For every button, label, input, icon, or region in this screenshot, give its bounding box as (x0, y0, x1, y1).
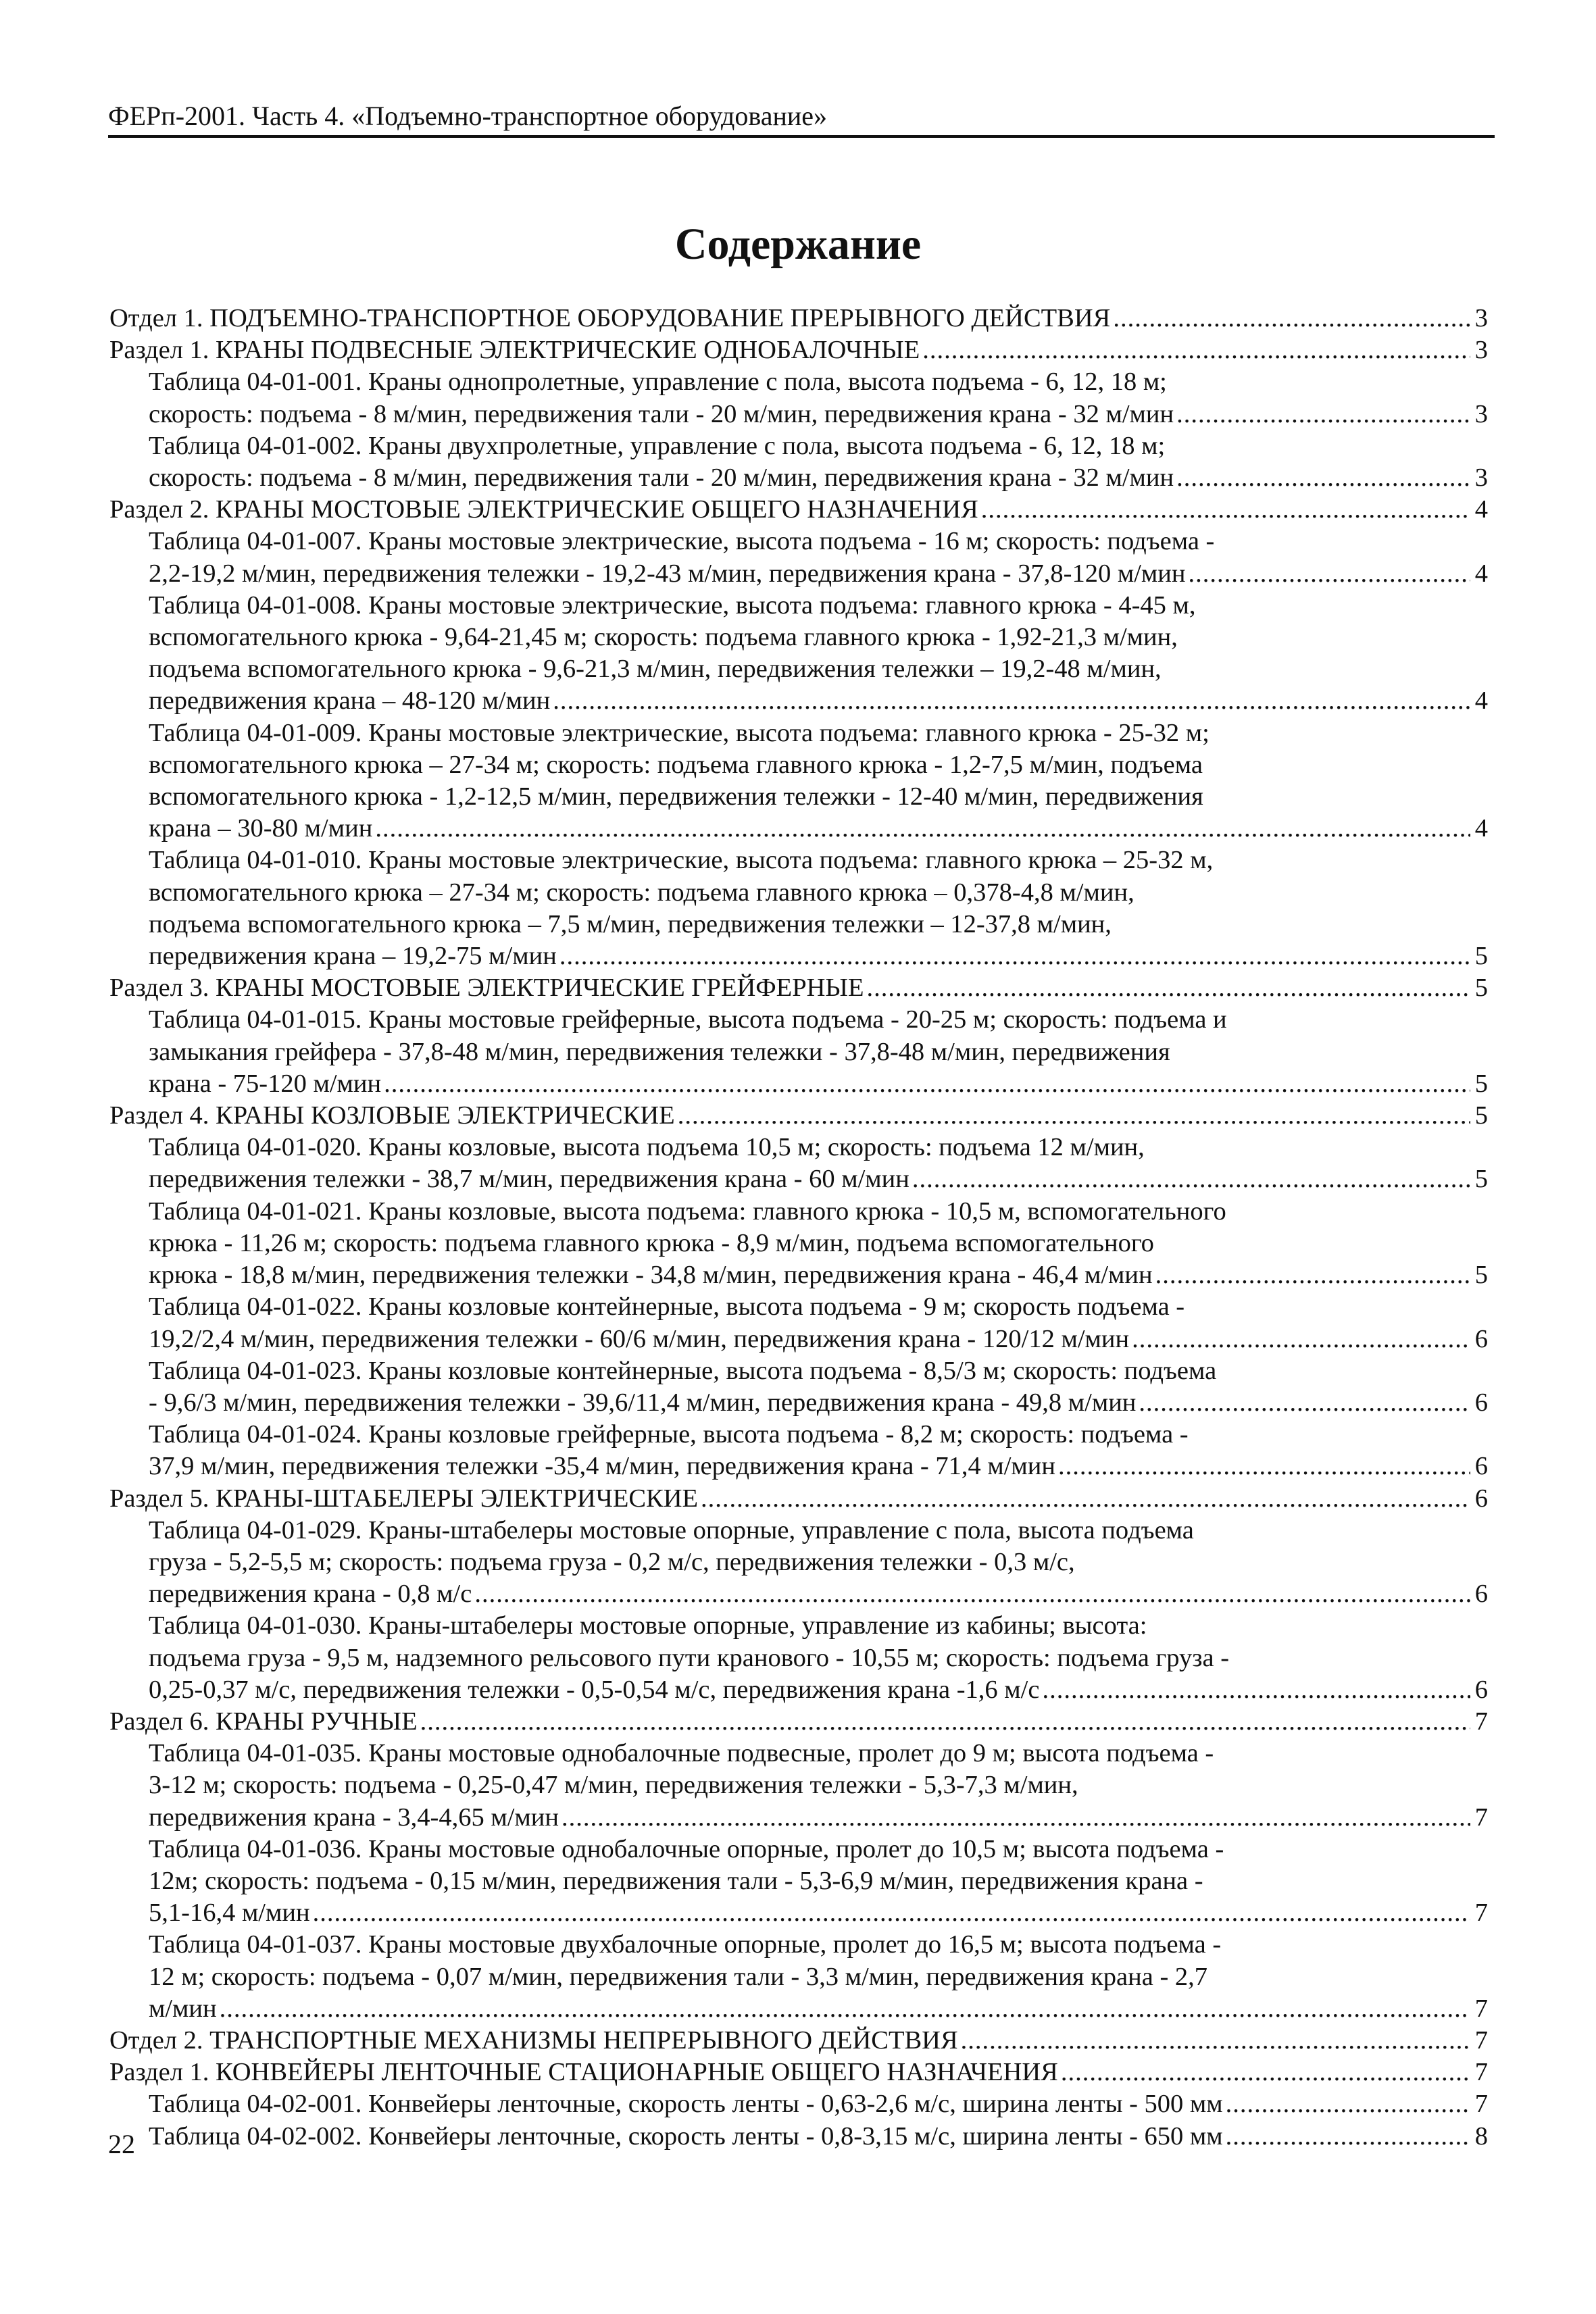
toc-page-number: 3 (1474, 399, 1488, 428)
toc-page-number: 7 (1474, 2026, 1488, 2055)
toc-entry-text: Раздел 3. КРАНЫ МОСТОВЫЕ ЭЛЕКТРИЧЕСКИЕ ГРЕЙФЕРНЫЕ (109, 974, 864, 1003)
toc-entry-line: Таблица 04-01-037. Краны мостовые двухбалочные опорные, пролет до 16,5 м; высота подъема - (149, 1930, 1222, 1959)
toc-entry-leader-line (149, 558, 1488, 590)
toc-entry-leader-line (109, 972, 1488, 1004)
toc-page-number: 4 (1474, 686, 1488, 715)
toc-entry-line: Таблица 04-01-002. Краны двухпролетные, управление с пола, высота подъема - 6, 12, 18 м; (149, 431, 1166, 460)
toc-entry-text: передвижения крана - 3,4-4,65 м/мин (149, 1803, 559, 1832)
toc-table-entry[interactable] (109, 1738, 1488, 1834)
toc-entry-text: - 9,6/3 м/мин, передвижения тележки - 39,6/11,4 м/мин, передвижения крана - 49,8 м/мин (149, 1388, 1137, 1417)
toc-entry-line: Таблица 04-01-022. Краны козловые контейнерные, высота подъема - 9 м; скорость подъема - (149, 1292, 1185, 1322)
toc-entry-line: крюка - 11,26 м; скорость: подъема главного крюка - 8,9 м/мин, подъема вспомогательного (149, 1228, 1154, 1257)
toc-entry-leader-line (149, 1993, 1488, 2025)
toc-entry-line: Таблица 04-01-035. Краны мостовые однобалочные подвесные, пролет до 9 м; высота подъема - (149, 1739, 1214, 1768)
toc-page-number: 7 (1474, 1994, 1488, 2023)
toc-page-number: 3 (1474, 304, 1488, 332)
dot-leader (562, 1802, 1470, 1834)
dot-leader (678, 1100, 1470, 1132)
toc-entry-text: крана – 30-80 м/мин (149, 814, 373, 843)
toc-page-number: 6 (1474, 1580, 1488, 1609)
toc-page-number: 5 (1474, 1101, 1488, 1130)
dot-leader (701, 1483, 1470, 1515)
dot-leader (313, 1897, 1470, 1929)
toc-page-number: 5 (1474, 942, 1488, 971)
toc-entry-text: передвижения крана – 19,2-75 м/мин (149, 942, 557, 971)
toc-entry-text: Таблица 04-02-002. Конвейеры ленточные, скорость ленты - 0,8-3,15 м/с, ширина ленты - 650 мм (149, 2121, 1223, 2150)
toc-entry-line: Таблица 04-01-029. Краны-штабелеры мостовые опорные, управление с пола, высота подъема (149, 1515, 1194, 1544)
dot-leader (1113, 303, 1470, 334)
toc-entry-text: м/мин (149, 1994, 217, 2023)
toc-page-number: 5 (1474, 1261, 1488, 1290)
toc-page-number: 3 (1474, 463, 1488, 493)
dot-leader (1058, 1451, 1470, 1482)
toc-entry-line: 12м; скорость: подъема - 0,15 м/мин, передвижения тали - 5,3-6,9 м/мин, передвижения крана - (149, 1866, 1203, 1895)
toc-table-entry[interactable] (109, 2088, 1488, 2120)
toc-entry-line: 12 м; скорость: подъема - 0,07 м/мин, передвижения тали - 3,3 м/мин, передвижения крана - 2,7 (149, 1962, 1208, 1991)
toc-entry-text: Раздел 6. КРАНЫ РУЧНЫЕ (109, 1707, 418, 1736)
toc-entry-text: Таблица 04-02-001. Конвейеры ленточные, скорость ленты - 0,63-2,6 м/с, ширина ленты - 500 мм (149, 2090, 1223, 2119)
toc-entry-line: Таблица 04-01-020. Краны козловые, высота подъема 10,5 м; скорость: подъема 12 м/мин, (149, 1133, 1145, 1162)
page-title: Содержание (674, 220, 922, 269)
dot-leader (1176, 399, 1470, 430)
toc-entry-text: скорость: подъема - 8 м/мин, передвижения тали - 20 м/мин, передвижения крана - 32 м/мин (149, 399, 1174, 428)
toc-entry-leader-line (149, 1578, 1488, 1610)
toc-entry-text: Раздел 2. КРАНЫ МОСТОВЫЕ ЭЛЕКТРИЧЕСКИЕ ОБЩЕГО НАЗНАЧЕНИЯ (109, 495, 978, 524)
dot-leader (1226, 2121, 1470, 2153)
toc-entry-text: 0,25-0,37 м/с, передвижения тележки - 0,5-0,54 м/с, передвижения крана -1,6 м/с (149, 1675, 1040, 1704)
toc-table-entry[interactable] (109, 1610, 1488, 1706)
dot-leader (420, 1706, 1470, 1738)
toc-entry-line: Таблица 04-01-008. Краны мостовые электрические, высота подъема: главного крюка - 4-45 м, (149, 590, 1196, 620)
toc-entry-text: 37,9 м/мин, передвижения тележки -35,4 м/мин, передвижения крана - 71,4 м/мин (149, 1452, 1055, 1481)
dot-leader (375, 813, 1470, 845)
toc-section-entry[interactable] (109, 303, 1488, 334)
toc-section-entry[interactable] (109, 2057, 1488, 2088)
toc-page-number: 6 (1474, 1388, 1488, 1417)
toc-entry-leader-line (149, 1897, 1488, 1929)
toc-table-entry[interactable] (109, 845, 1488, 972)
toc-entry-text: 5,1-16,4 м/мин (149, 1898, 310, 1928)
toc-entry-line: Таблица 04-01-023. Краны козловые контейнерные, высота подъема - 8,5/3 м; скорость: подъема (149, 1356, 1217, 1385)
toc-table-entry[interactable] (109, 1291, 1488, 1355)
dot-leader (1139, 1387, 1470, 1419)
dot-leader (1155, 1259, 1470, 1291)
toc-entry-leader-line (149, 2088, 1488, 2120)
toc-entry-text: крюка - 18,8 м/мин, передвижения тележки - 34,8 м/мин, передвижения крана - 46,4 м/мин (149, 1261, 1153, 1290)
dot-leader (922, 334, 1470, 366)
toc-entry-leader-line (149, 462, 1488, 494)
toc-page-number: 4 (1474, 495, 1488, 524)
toc-entry-line: Таблица 04-01-036. Краны мостовые однобалочные опорные, пролет до 10,5 м; высота подъема - (149, 1834, 1224, 1863)
toc-page-number: 5 (1474, 1165, 1488, 1194)
toc-section-entry[interactable] (109, 2025, 1488, 2057)
dot-leader (553, 685, 1470, 717)
toc-page-number: 6 (1474, 1484, 1488, 1513)
toc-entry-line: вспомогательного крюка – 27-34 м; скорость: подъема главного крюка – 0,378-4,8 м/мин, (149, 878, 1134, 907)
toc-entry-text: Раздел 5. КРАНЫ-ШТАБЕЛЕРЫ ЭЛЕКТРИЧЕСКИЕ (109, 1484, 699, 1513)
toc-page-number: 5 (1474, 1069, 1488, 1098)
toc-entry-leader-line (149, 1163, 1488, 1195)
toc-entry-text: 2,2-19,2 м/мин, передвижения тележки - 19,2-43 м/мин, передвижения крана - 37,8-120 м/мин (149, 559, 1186, 588)
toc-table-entry[interactable] (109, 1004, 1488, 1100)
toc-table-entry[interactable] (109, 430, 1488, 494)
toc-page-number: 4 (1474, 814, 1488, 843)
running-header: ФЕРп-2001. Часть 4. «Подъемно-транспортное оборудование» (108, 101, 828, 131)
dot-leader (474, 1578, 1470, 1610)
toc-table-entry[interactable] (109, 2121, 1488, 2153)
toc-page-number: 4 (1474, 559, 1488, 588)
toc-entry-line: подъема вспомогательного крюка – 7,5 м/мин, передвижения тележки – 12-37,8 м/мин, (149, 909, 1112, 938)
header-rule (108, 135, 1495, 138)
toc-table-entry[interactable] (109, 718, 1488, 845)
toc-entry-leader-line (149, 2121, 1488, 2153)
toc-section-entry[interactable] (109, 1483, 1488, 1515)
toc-entry-leader-line (109, 1706, 1488, 1738)
toc-section-entry[interactable] (109, 334, 1488, 366)
toc-entry-line: вспомогательного крюка – 27-34 м; скорость: подъема главного крюка - 1,2-7,5 м/мин, подъема (149, 750, 1203, 779)
toc-entry-leader-line (149, 1259, 1488, 1291)
toc-page-number: 7 (1474, 1707, 1488, 1736)
toc-table-entry[interactable] (109, 590, 1488, 718)
toc-section-entry[interactable] (109, 494, 1488, 526)
dot-leader (1042, 1674, 1470, 1706)
toc-page-number: 6 (1474, 1324, 1488, 1353)
toc-table-entry[interactable] (109, 1929, 1488, 2025)
toc-entry-leader-line (109, 2057, 1488, 2088)
toc-page-number: 3 (1474, 336, 1488, 365)
toc-entry-leader-line (149, 813, 1488, 845)
toc-entry-text: крана - 75-120 м/мин (149, 1069, 382, 1098)
table-of-contents (109, 303, 1488, 2153)
toc-table-entry[interactable] (109, 1355, 1488, 1419)
toc-table-entry[interactable] (109, 1515, 1488, 1611)
toc-entry-leader-line (149, 685, 1488, 717)
toc-entry-leader-line (109, 334, 1488, 366)
toc-entry-leader-line (109, 1483, 1488, 1515)
toc-entry-text: Раздел 1. КРАНЫ ПОДВЕСНЫЕ ЭЛЕКТРИЧЕСКИЕ ОДНОБАЛОЧНЫЕ (109, 336, 920, 365)
dot-leader (961, 2025, 1470, 2057)
toc-entry-line: Таблица 04-01-015. Краны мостовые грейферные, высота подъема - 20-25 м; скорость: подъема и (149, 1005, 1227, 1034)
toc-section-entry[interactable] (109, 972, 1488, 1004)
toc-entry-line: вспомогательного крюка - 9,64-21,45 м; скорость: подъема главного крюка - 1,92-21,3 м/мин, (149, 623, 1178, 652)
toc-entry-line: Таблица 04-01-030. Краны-штабелеры мостовые опорные, управление из кабины; высота: (149, 1611, 1147, 1640)
toc-page-number: 7 (1474, 1898, 1488, 1928)
toc-entry-text: 19,2/2,4 м/мин, передвижения тележки - 60/6 м/мин, передвижения крана - 120/12 м/мин (149, 1324, 1130, 1353)
toc-entry-text: Раздел 4. КРАНЫ КОЗЛОВЫЕ ЭЛЕКТРИЧЕСКИЕ (109, 1101, 675, 1130)
toc-page-number: 8 (1474, 2121, 1488, 2150)
dot-leader (1176, 462, 1470, 494)
toc-section-entry[interactable] (109, 1706, 1488, 1738)
toc-entry-text: Отдел 1. ПОДЪЕМНО-ТРАНСПОРТНОЕ ОБОРУДОВАНИЕ ПРЕРЫВНОГО ДЕЙСТВИЯ (109, 304, 1111, 332)
toc-entry-line: Таблица 04-01-021. Краны козловые, высота подъема: главного крюка - 10,5 м, вспомогательного (149, 1197, 1226, 1226)
toc-entry-leader-line (149, 1802, 1488, 1834)
toc-entry-line: 3-12 м; скорость: подъема - 0,25-0,47 м/мин, передвижения тележки - 5,3-7,3 м/мин, (149, 1771, 1078, 1800)
dot-leader (1061, 2057, 1470, 2088)
toc-table-entry[interactable] (109, 1196, 1488, 1292)
toc-entry-leader-line (149, 1324, 1488, 1355)
toc-entry-line: вспомогательного крюка - 1,2-12,5 м/мин, передвижения тележки - 12-40 м/мин, передвижения (149, 782, 1203, 811)
dot-leader (912, 1163, 1470, 1195)
toc-table-entry[interactable] (109, 366, 1488, 430)
toc-entry-line: Таблица 04-01-024. Краны козловые грейферные, высота подъема - 8,2 м; скорость: подъема - (149, 1420, 1189, 1449)
dot-leader (867, 972, 1471, 1004)
page-number: 22 (108, 2129, 135, 2159)
dot-leader (981, 494, 1470, 526)
toc-entry-text: Отдел 2. ТРАНСПОРТНЫЕ МЕХАНИЗМЫ НЕПРЕРЫВНОГО ДЕЙСТВИЯ (109, 2026, 958, 2055)
toc-page-number: 6 (1474, 1675, 1488, 1704)
toc-entry-line: Таблица 04-01-010. Краны мостовые электрические, высота подъема: главного крюка – 25-32 м, (149, 846, 1214, 875)
toc-entry-leader-line (149, 1674, 1488, 1706)
toc-entry-line: подъема вспомогательного крюка - 9,6-21,3 м/мин, передвижения тележки – 19,2-48 м/мин, (149, 655, 1162, 684)
toc-entry-text: Раздел 1. КОНВЕЙЕРЫ ЛЕНТОЧНЫЕ СТАЦИОНАРНЫЕ ОБЩЕГО НАЗНАЧЕНИЯ (109, 2058, 1058, 2087)
dot-leader (220, 1993, 1470, 2025)
toc-page-number: 7 (1474, 2058, 1488, 2087)
toc-page-number: 6 (1474, 1452, 1488, 1481)
toc-section-entry[interactable] (109, 1100, 1488, 1132)
toc-table-entry[interactable] (109, 1132, 1488, 1195)
toc-page-number: 5 (1474, 974, 1488, 1003)
dot-leader (1188, 558, 1470, 590)
toc-entry-text: передвижения крана – 48-120 м/мин (149, 686, 551, 715)
toc-page-number: 7 (1474, 1803, 1488, 1832)
toc-entry-line: Таблица 04-01-007. Краны мостовые электрические, высота подъема - 16 м; скорость: подъема - (149, 527, 1215, 556)
dot-leader (1226, 2088, 1470, 2120)
toc-table-entry[interactable] (109, 1419, 1488, 1482)
toc-entry-leader-line (149, 940, 1488, 972)
dot-leader (559, 940, 1470, 972)
toc-entry-leader-line (109, 1100, 1488, 1132)
dot-leader (1132, 1324, 1470, 1355)
toc-entry-line: груза - 5,2-5,5 м; скорость: подъема груза - 0,2 м/с, передвижения тележки - 0,3 м/с, (149, 1547, 1075, 1576)
toc-entry-leader-line (149, 399, 1488, 430)
toc-entry-text: передвижения тележки - 38,7 м/мин, передвижения крана - 60 м/мин (149, 1165, 909, 1194)
toc-table-entry[interactable] (109, 526, 1488, 589)
toc-entry-leader-line (149, 1451, 1488, 1482)
toc-entry-text: скорость: подъема - 8 м/мин, передвижения тали - 20 м/мин, передвижения крана - 32 м/мин (149, 463, 1174, 493)
toc-entry-leader-line (149, 1068, 1488, 1100)
toc-entry-leader-line (109, 494, 1488, 526)
dot-leader (384, 1068, 1470, 1100)
toc-entry-leader-line (149, 1387, 1488, 1419)
toc-page-number: 7 (1474, 2090, 1488, 2119)
toc-entry-text: передвижения крана - 0,8 м/с (149, 1580, 472, 1609)
toc-entry-line: Таблица 04-01-001. Краны однопролетные, управление с пола, высота подъема - 6, 12, 18 м; (149, 368, 1167, 397)
toc-entry-line: замыкания грейфера - 37,8-48 м/мин, передвижения тележки - 37,8-48 м/мин, передвижения (149, 1037, 1170, 1066)
toc-entry-line: Таблица 04-01-009. Краны мостовые электрические, высота подъема: главного крюка - 25-32 м; (149, 718, 1210, 747)
toc-table-entry[interactable] (109, 1834, 1488, 1930)
toc-entry-line: подъема груза - 9,5 м, надземного рельсового пути кранового - 10,55 м; скорость: подъема груза - (149, 1643, 1230, 1672)
toc-entry-leader-line (109, 303, 1488, 334)
toc-entry-leader-line (109, 2025, 1488, 2057)
